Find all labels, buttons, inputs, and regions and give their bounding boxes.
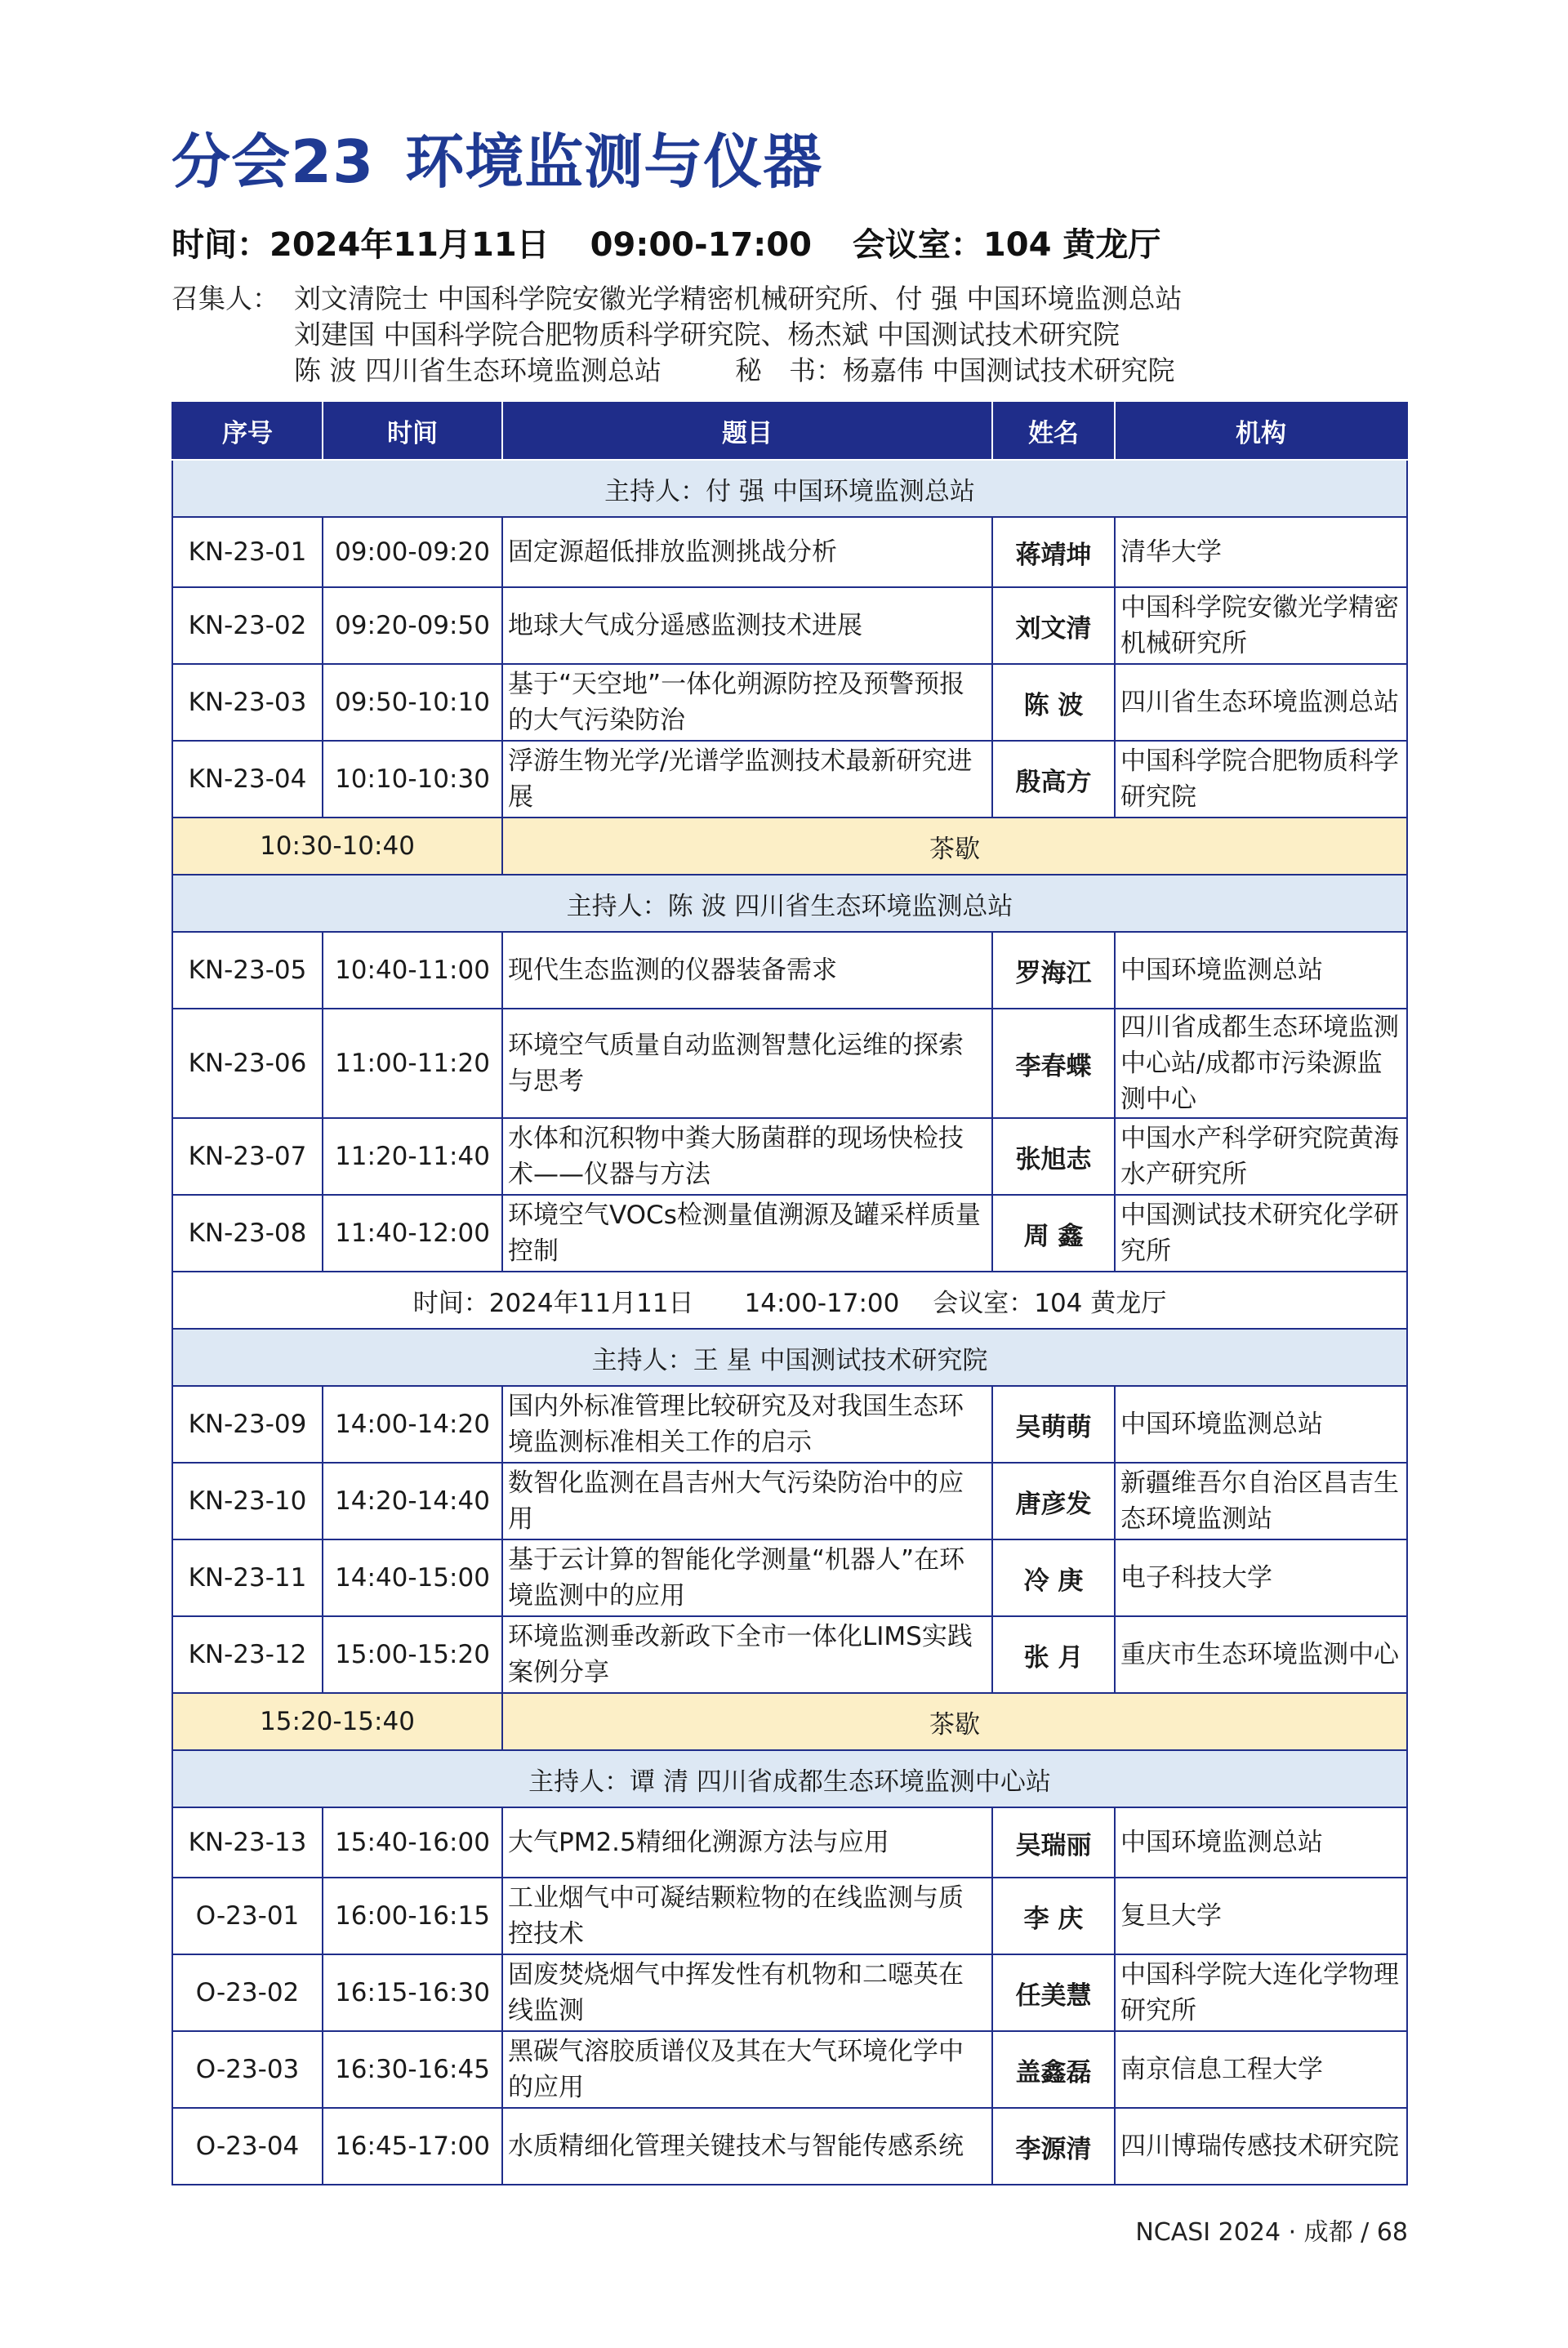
speaker-name: 刘文清 — [992, 587, 1115, 664]
speaker-org: 四川省成都生态环境监测中心站/成都市污染源监测中心 — [1115, 1009, 1407, 1118]
talk-topic: 水体和沉积物中粪大肠菌群的现场快检技术——仪器与方法 — [502, 1118, 992, 1195]
conveners-text-2: 刘建国 中国科学院合肥物质科学研究院、杨杰斌 中国测试技术研究院 — [294, 319, 1120, 350]
talk-id: KN-23-07 — [172, 1118, 323, 1195]
talk-id: O-23-01 — [172, 1878, 323, 1954]
talk-time: 14:00-14:20 — [323, 1386, 502, 1463]
speaker-name: 盖鑫磊 — [992, 2031, 1115, 2108]
conveners-text-3: 陈 波 四川省生态环境监测总站 — [294, 354, 662, 386]
talk-id: KN-23-01 — [172, 517, 323, 587]
talk-time: 16:30-16:45 — [323, 2031, 502, 2108]
speaker-name: 李 庆 — [992, 1878, 1115, 1954]
page-footer: NCASI 2024 · 成都 / 68 — [1135, 2218, 1408, 2247]
talk-id: KN-23-06 — [172, 1009, 323, 1118]
host-text: 主持人：付 强 中国环境监测总站 — [172, 460, 1407, 517]
schedule-body — [172, 460, 1407, 2185]
conveners-line-1 — [172, 278, 1182, 316]
speaker-org: 清华大学 — [1115, 517, 1407, 587]
talk-topic: 环境空气质量自动监测智慧化运维的探索与思考 — [502, 1009, 992, 1118]
break-label: 茶歇 — [502, 1693, 1407, 1750]
speaker-org: 四川博瑞传感技术研究院 — [1115, 2108, 1407, 2185]
session-meta — [172, 219, 1201, 265]
talk-time: 10:40-11:00 — [323, 932, 502, 1009]
talk-time: 14:20-14:40 — [323, 1463, 502, 1539]
talk-time: 09:20-09:50 — [323, 587, 502, 664]
session-title: 环境监测与仪器 — [405, 127, 823, 196]
speaker-name: 唐彦发 — [992, 1463, 1115, 1539]
table-row — [172, 1954, 1407, 2031]
speaker-name: 吴萌萌 — [992, 1386, 1115, 1463]
talk-time: 10:10-10:30 — [323, 741, 502, 818]
speaker-org: 南京信息工程大学 — [1115, 2031, 1407, 2108]
talk-id: O-23-02 — [172, 1954, 323, 2031]
talk-topic: 大气PM2.5精细化溯源方法与应用 — [502, 1807, 992, 1878]
speaker-org: 新疆维吾尔自治区昌吉生态环境监测站 — [1115, 1463, 1407, 1539]
break-label: 茶歇 — [502, 818, 1407, 875]
header-name: 姓名 — [992, 402, 1115, 460]
talk-time: 15:40-16:00 — [323, 1807, 502, 1878]
talk-topic: 水质精细化管理关键技术与智能传感系统 — [502, 2108, 992, 2185]
break-row — [172, 1693, 1407, 1750]
speaker-org: 重庆市生态环境监测中心 — [1115, 1616, 1407, 1693]
talk-topic: 环境监测垂改新政下全市一体化LIMS实践案例分享 — [502, 1616, 992, 1693]
speaker-name: 张 月 — [992, 1616, 1115, 1693]
table-row — [172, 664, 1407, 741]
table-row — [172, 741, 1407, 818]
host-row — [172, 1750, 1407, 1807]
session-hours: 09:00-17:00 — [590, 226, 812, 264]
talk-id: KN-23-08 — [172, 1195, 323, 1272]
table-header-row — [172, 402, 1407, 460]
table-row — [172, 2031, 1407, 2108]
talk-topic: 基于“天空地”一体化朔源防控及预警预报的大气污染防治 — [502, 664, 992, 741]
talk-time: 16:45-17:00 — [323, 2108, 502, 2185]
speaker-org: 中国水产科学研究院黄海水产研究所 — [1115, 1118, 1407, 1195]
speaker-org: 中国科学院大连化学物理研究所 — [1115, 1954, 1407, 2031]
table-row — [172, 1118, 1407, 1195]
host-text: 主持人：王 星 中国测试技术研究院 — [172, 1329, 1407, 1386]
table-row — [172, 1539, 1407, 1616]
conveners-line-3 — [172, 350, 1174, 388]
table-row — [172, 1463, 1407, 1539]
talk-id: O-23-04 — [172, 2108, 323, 2185]
talk-time: 14:40-15:00 — [323, 1539, 502, 1616]
speaker-name: 李源清 — [992, 2108, 1115, 2185]
speaker-name: 任美慧 — [992, 1954, 1115, 2031]
talk-id: KN-23-09 — [172, 1386, 323, 1463]
speaker-org: 复旦大学 — [1115, 1878, 1407, 1954]
talk-id: KN-23-04 — [172, 741, 323, 818]
secretary-text: 秘 书：杨嘉伟 中国测试技术研究院 — [734, 354, 1175, 386]
host-row — [172, 1329, 1407, 1386]
session-time-text: 时间：2024年11月11日 14:00-17:00 会议室：104 黄龙厅 — [172, 1272, 1407, 1329]
table-row — [172, 1195, 1407, 1272]
talk-topic: 地球大气成分遥感监测技术进展 — [502, 587, 992, 664]
conveners-line-2 — [172, 314, 1120, 352]
page-title — [172, 114, 822, 199]
break-time: 10:30-10:40 — [172, 818, 502, 875]
session-room: 会议室：104 黄龙厅 — [852, 226, 1161, 264]
talk-time: 09:00-09:20 — [323, 517, 502, 587]
speaker-org: 电子科技大学 — [1115, 1539, 1407, 1616]
talk-id: KN-23-10 — [172, 1463, 323, 1539]
speaker-name: 陈 波 — [992, 664, 1115, 741]
talk-topic: 固定源超低排放监测挑战分析 — [502, 517, 992, 587]
table-row — [172, 1386, 1407, 1463]
host-row — [172, 460, 1407, 517]
speaker-org: 中国测试技术研究化学研究所 — [1115, 1195, 1407, 1272]
talk-topic: 环境空气VOCs检测量值溯源及罐采样质量控制 — [502, 1195, 992, 1272]
table-row — [172, 2108, 1407, 2185]
talk-topic: 浮游生物光学/光谱学监测技术最新研究进展 — [502, 741, 992, 818]
speaker-org: 中国环境监测总站 — [1115, 932, 1407, 1009]
talk-topic: 国内外标准管理比较研究及对我国生态环境监测标准相关工作的启示 — [502, 1386, 992, 1463]
speaker-org: 中国科学院合肥物质科学研究院 — [1115, 741, 1407, 818]
speaker-name: 殷高方 — [992, 741, 1115, 818]
conveners-label: 召集人： — [172, 283, 279, 314]
speaker-org: 中国科学院安徽光学精密机械研究所 — [1115, 587, 1407, 664]
table-row — [172, 587, 1407, 664]
speaker-name: 吴瑞丽 — [992, 1807, 1115, 1878]
conveners-text-1: 刘文清院士 中国科学院安徽光学精密机械研究所、付 强 中国环境监测总站 — [294, 283, 1183, 314]
table-row — [172, 1009, 1407, 1118]
speaker-name: 张旭志 — [992, 1118, 1115, 1195]
talk-id: KN-23-03 — [172, 664, 323, 741]
table-row — [172, 517, 1407, 587]
break-time: 15:20-15:40 — [172, 1693, 502, 1750]
talk-id: KN-23-12 — [172, 1616, 323, 1693]
header-org: 机构 — [1115, 402, 1407, 460]
table-row — [172, 1616, 1407, 1693]
header-id: 序号 — [172, 402, 323, 460]
host-row — [172, 875, 1407, 932]
speaker-name: 蒋靖坤 — [992, 517, 1115, 587]
talk-time: 11:40-12:00 — [323, 1195, 502, 1272]
talk-time: 11:20-11:40 — [323, 1118, 502, 1195]
talk-id: KN-23-11 — [172, 1539, 323, 1616]
talk-time: 11:00-11:20 — [323, 1009, 502, 1118]
table-row — [172, 932, 1407, 1009]
talk-topic: 基于云计算的智能化学测量“机器人”在环境监测中的应用 — [502, 1539, 992, 1616]
header-topic: 题目 — [502, 402, 992, 460]
talk-topic: 现代生态监测的仪器装备需求 — [502, 932, 992, 1009]
host-text: 主持人：陈 波 四川省生态环境监测总站 — [172, 875, 1407, 932]
speaker-name: 李春蝶 — [992, 1009, 1115, 1118]
talk-topic: 固废焚烧烟气中挥发性有机物和二噁英在线监测 — [502, 1954, 992, 2031]
header-time: 时间 — [323, 402, 502, 460]
speaker-name: 周 鑫 — [992, 1195, 1115, 1272]
speaker-name: 罗海江 — [992, 932, 1115, 1009]
talk-topic: 黑碳气溶胶质谱仪及其在大气环境化学中的应用 — [502, 2031, 992, 2108]
talk-time: 16:00-16:15 — [323, 1878, 502, 1954]
table-row — [172, 1807, 1407, 1878]
table-row — [172, 1878, 1407, 1954]
talk-id: O-23-03 — [172, 2031, 323, 2108]
break-row — [172, 818, 1407, 875]
talk-id: KN-23-05 — [172, 932, 323, 1009]
host-text: 主持人：谭 清 四川省成都生态环境监测中心站 — [172, 1750, 1407, 1807]
session-time-row — [172, 1272, 1407, 1329]
schedule-table — [172, 402, 1408, 2185]
talk-topic: 数智化监测在昌吉州大气污染防治中的应用 — [502, 1463, 992, 1539]
talk-time: 09:50-10:10 — [323, 664, 502, 741]
speaker-org: 中国环境监测总站 — [1115, 1386, 1407, 1463]
talk-time: 15:00-15:20 — [323, 1616, 502, 1693]
session-number: 分会23 — [172, 127, 375, 196]
speaker-name: 冷 庚 — [992, 1539, 1115, 1616]
speaker-org: 中国环境监测总站 — [1115, 1807, 1407, 1878]
talk-id: KN-23-02 — [172, 587, 323, 664]
session-date: 时间：2024年11月11日 — [172, 226, 550, 264]
talk-time: 16:15-16:30 — [323, 1954, 502, 2031]
talk-id: KN-23-13 — [172, 1807, 323, 1878]
speaker-org: 四川省生态环境监测总站 — [1115, 664, 1407, 741]
talk-topic: 工业烟气中可凝结颗粒物的在线监测与质控技术 — [502, 1878, 992, 1954]
